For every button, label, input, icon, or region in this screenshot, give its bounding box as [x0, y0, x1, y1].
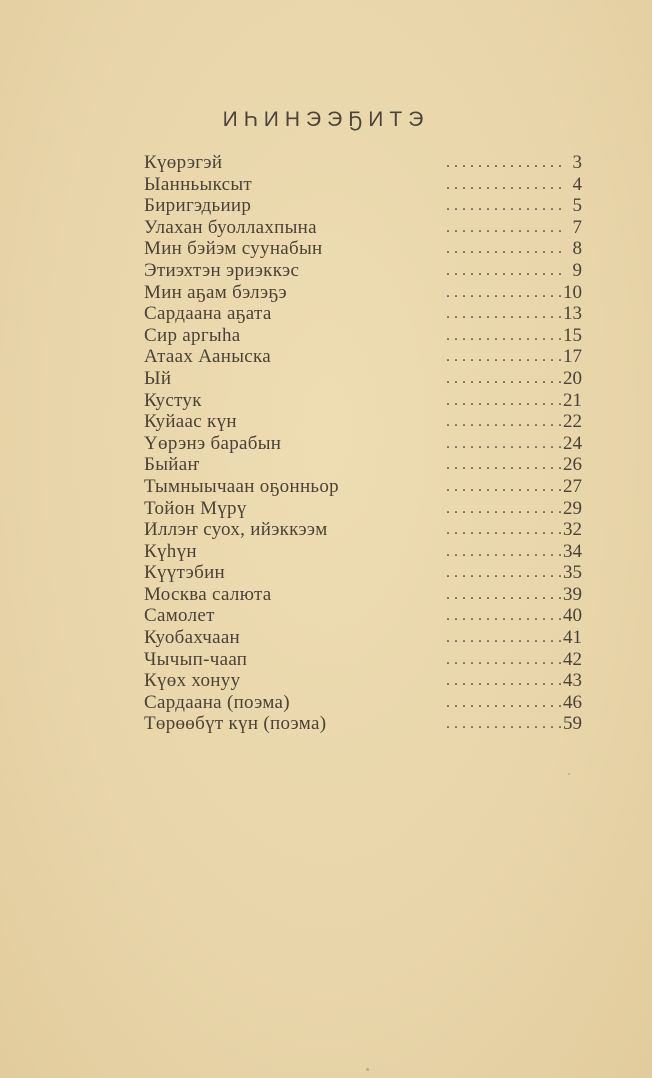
- toc-leader-dots: . . . . . . . . . . . . . . .: [446, 477, 562, 495]
- toc-entry-title: Үөрэнэ барабын: [144, 432, 282, 454]
- toc-entry-title: Ый: [144, 367, 172, 389]
- toc-entry: [144, 195, 582, 217]
- toc-page-number: 24: [563, 432, 582, 454]
- toc-leader-dots: . . . . . . . . . . . . . . .: [446, 154, 562, 171]
- toc-entry-title: Тымныычаан оҕонньор: [144, 475, 339, 497]
- toc-entry-title: Куобахчаан: [144, 627, 241, 649]
- toc-entry: [144, 454, 582, 476]
- toc-entry-title: Мин бэйэм суунабын: [144, 238, 323, 260]
- toc-entry-title: Москва салюта: [144, 583, 272, 605]
- toc-entry-title: Күөрэгэй: [144, 152, 223, 173]
- toc-leader-dots: . . . . . . . . . . . . . . .: [446, 326, 562, 344]
- toc-page-number: 26: [563, 454, 582, 476]
- toc-entry-title: Чычып-чаап: [144, 648, 248, 670]
- toc-entry: [144, 476, 582, 498]
- toc-entry: [144, 519, 582, 541]
- toc-leader-dots: . . . . . . . . . . . . . . .: [446, 672, 562, 690]
- toc-entry-title: Биригэдьиир: [144, 195, 252, 217]
- toc-leader-dots: . . . . . . . . . . . . . . .: [446, 693, 562, 711]
- toc-entry-title: Ыанньыксыт: [144, 173, 253, 195]
- toc-entry: [144, 260, 582, 282]
- page-title: ИҺИНЭЭҔИТЭ: [222, 108, 430, 131]
- toc-entry: [144, 303, 582, 325]
- toc-entry: [144, 498, 582, 520]
- toc-entry: [144, 390, 582, 412]
- toc-leader-dots: . . . . . . . . . . . . . . .: [446, 369, 562, 387]
- toc-entry: [144, 692, 582, 714]
- toc-entry-title: Улахан буоллахпына: [144, 216, 317, 238]
- toc-entry-title: Этиэхтэн эриэккэс: [144, 259, 300, 281]
- toc-leader-dots: . . . . . . . . . . . . . . .: [446, 218, 562, 236]
- toc-page-number: 34: [563, 540, 582, 562]
- toc-page-number: 29: [563, 497, 582, 519]
- toc-entry: [144, 282, 582, 304]
- toc-page-number: 32: [563, 519, 582, 541]
- toc-page-number: 9: [572, 259, 582, 281]
- toc-page-number: 46: [563, 691, 582, 713]
- toc-page-number: 3: [572, 152, 582, 173]
- toc-leader-dots: . . . . . . . . . . . . . . .: [446, 715, 562, 733]
- toc-leader-dots: . . . . . . . . . . . . . . .: [446, 240, 562, 258]
- toc-page-number: 39: [563, 583, 582, 605]
- toc-entry: [144, 541, 582, 563]
- toc-leader-dots: . . . . . . . . . . . . . . .: [446, 283, 562, 301]
- toc-page-number: 21: [563, 389, 582, 411]
- toc-entry-title: Быйаҥ: [144, 454, 200, 476]
- toc-entry: [144, 627, 582, 649]
- toc-entry: [144, 368, 582, 390]
- toc-leader-dots: . . . . . . . . . . . . . . .: [446, 564, 562, 582]
- toc-leader-dots: . . . . . . . . . . . . . . .: [446, 413, 562, 431]
- toc-entry: [144, 346, 582, 368]
- toc-leader-dots: . . . . . . . . . . . . . . .: [446, 175, 562, 193]
- toc-entry-title: Атаах Ааныска: [144, 346, 271, 368]
- toc-entry-title: Күһүн: [144, 540, 197, 562]
- toc-entry: [144, 325, 582, 347]
- toc-entry: [144, 584, 582, 606]
- toc-page-number: 7: [572, 216, 582, 238]
- toc-entry: [144, 433, 582, 455]
- toc-entry: [144, 713, 582, 735]
- toc-entry: [144, 217, 582, 239]
- toc-entry-title: Төрөөбүт күн (поэма): [144, 713, 327, 735]
- toc-page-number: 27: [563, 475, 582, 497]
- paper-speck: [568, 773, 570, 775]
- toc-leader-dots: . . . . . . . . . . . . . . .: [446, 456, 562, 474]
- toc-page-number: 17: [563, 346, 582, 368]
- toc-page-number: 4: [572, 173, 582, 195]
- toc-entry-title: Кустук: [144, 389, 202, 411]
- toc-entry-title: Сардаана (поэма): [144, 691, 290, 713]
- toc-leader-dots: . . . . . . . . . . . . . . .: [446, 305, 562, 323]
- toc-page-number: 42: [563, 648, 582, 670]
- toc-page-number: 10: [563, 281, 582, 303]
- table-of-contents: [144, 152, 582, 735]
- toc-leader-dots: . . . . . . . . . . . . . . .: [446, 391, 562, 409]
- toc-leader-dots: . . . . . . . . . . . . . . .: [446, 542, 562, 560]
- toc-page-number: 59: [563, 713, 582, 735]
- toc-page-number: 15: [563, 324, 582, 346]
- toc-leader-dots: . . . . . . . . . . . . . . .: [446, 629, 562, 647]
- toc-entry: [144, 411, 582, 433]
- toc-entry-title: Мин аҕам бэлэҕэ: [144, 281, 287, 303]
- toc-leader-dots: . . . . . . . . . . . . . . .: [446, 434, 562, 452]
- toc-entry-title: Самолет: [144, 605, 215, 627]
- toc-entry: [144, 649, 582, 671]
- toc-entry-title: Күүтэбин: [144, 562, 226, 584]
- toc-leader-dots: . . . . . . . . . . . . . . .: [446, 261, 562, 279]
- toc-entry: [144, 174, 582, 196]
- toc-page-number: 22: [563, 411, 582, 433]
- toc-leader-dots: . . . . . . . . . . . . . . .: [446, 585, 562, 603]
- toc-page-number: 8: [572, 238, 582, 260]
- toc-leader-dots: . . . . . . . . . . . . . . .: [446, 521, 562, 539]
- toc-entry: [144, 605, 582, 627]
- toc-leader-dots: . . . . . . . . . . . . . . .: [446, 650, 562, 668]
- toc-page-number: 40: [563, 605, 582, 627]
- toc-page-number: 41: [563, 627, 582, 649]
- toc-entry: [144, 238, 582, 260]
- toc-page-number: 20: [563, 367, 582, 389]
- toc-entry-title: Сир аргыһа: [144, 324, 241, 346]
- toc-entry: [144, 152, 582, 174]
- toc-entry: [144, 562, 582, 584]
- toc-entry: [144, 670, 582, 692]
- toc-leader-dots: . . . . . . . . . . . . . . .: [446, 499, 562, 517]
- toc-entry-title: Иллэҥ суох, ийэккээм: [144, 519, 328, 541]
- toc-leader-dots: . . . . . . . . . . . . . . .: [446, 197, 562, 215]
- toc-entry-title: Куйаас күн: [144, 411, 237, 433]
- toc-leader-dots: . . . . . . . . . . . . . . .: [446, 348, 562, 366]
- toc-page-number: 5: [572, 195, 582, 217]
- toc-entry-title: Сардаана аҕата: [144, 303, 272, 325]
- toc-leader-dots: . . . . . . . . . . . . . . .: [446, 607, 562, 625]
- paper-speck: [366, 1068, 369, 1071]
- toc-page-number: 43: [563, 670, 582, 692]
- toc-page-number: 35: [563, 562, 582, 584]
- toc-entry-title: Күөх хонуу: [144, 670, 241, 692]
- toc-page-number: 13: [563, 303, 582, 325]
- toc-entry-title: Тойон Мүрү: [144, 497, 247, 519]
